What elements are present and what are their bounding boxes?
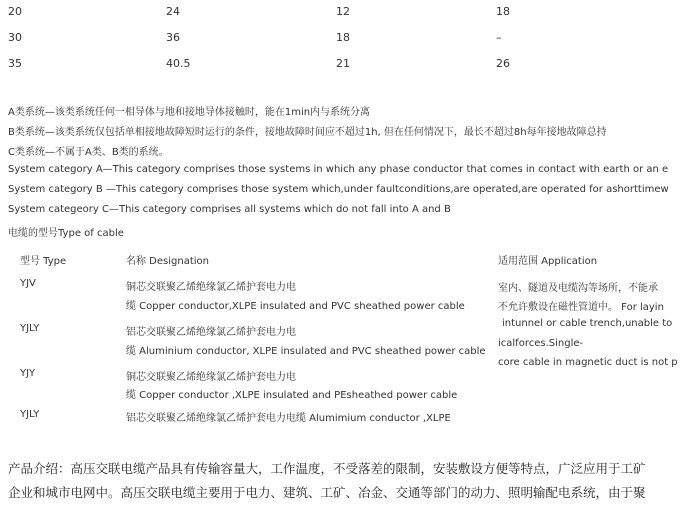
table-cell: 18 bbox=[496, 5, 510, 18]
type-cell: YJLY bbox=[20, 323, 40, 334]
type-cell: YJY bbox=[20, 368, 36, 379]
designation-cn: 铜芯交联聚乙烯绝缘氯乙烯护套电力电 bbox=[126, 282, 296, 293]
intro-line: 产品介绍：高压交联电缆产品具有传输容量大，工作温度，不受落差的限制，安装敷设方便等特点，广泛应用于工矿 bbox=[8, 461, 646, 476]
application-line: intunnel or cable trench,unable to bbox=[502, 318, 673, 329]
type-cell: YJV bbox=[20, 278, 36, 289]
application-line: core cable in magnetic duct is not p bbox=[498, 357, 678, 368]
table-cell: 21 bbox=[336, 57, 350, 70]
type-column-header: 型号 Type bbox=[20, 256, 67, 267]
category-a-en: System category A—This category comprises those systems in which any phase conductor that comes in contact with earth or an e bbox=[8, 164, 669, 175]
table-cell: 26 bbox=[496, 57, 510, 70]
designation-en: 缆 Copper conductor,XLPE insulated and PVC sheathed power cable bbox=[126, 301, 465, 312]
designation-cn: 铝芯交联聚乙烯绝缘氯乙烯护套电力电缆 Alumimium conductor ,XLPE bbox=[126, 413, 451, 424]
table-cell: 24 bbox=[166, 5, 180, 18]
application-line: icalforces.Single- bbox=[498, 338, 584, 349]
table-cell: – bbox=[496, 31, 502, 44]
application-column-header: 适用范围 Application bbox=[498, 256, 598, 267]
table-cell: 18 bbox=[336, 31, 350, 44]
designation-cn: 铜芯交联聚乙烯绝缘氯乙烯护套电力电 bbox=[126, 372, 296, 383]
application-line: 室内、隧道及电缆沟等场所，不能承 bbox=[498, 283, 658, 294]
table-cell: 12 bbox=[336, 5, 350, 18]
category-b-en: System category B —This category comprises those system which,under faultconditions,are operated,are operated for ashorttimew bbox=[8, 184, 669, 195]
application-line: 不允许敷设在磁性管道中。 For layin bbox=[498, 302, 664, 313]
table-cell: 30 bbox=[8, 31, 22, 44]
intro-line: 企业和城市电网中。高压交联电缆主要用于电力、建筑、工矿、冶金、交通等部门的动力、照明输配电系统，由于聚 bbox=[8, 485, 646, 500]
table-cell: 40.5 bbox=[166, 57, 191, 70]
designation-en: 缆 Copper conductor ,XLPE insulated and PEsheathed power cable bbox=[126, 390, 458, 401]
cable-type-heading: 电缆的型号Type of cable bbox=[8, 228, 124, 239]
table-cell: 36 bbox=[166, 31, 180, 44]
category-c-cn: C类系统—不属于A类、B类的系统。 bbox=[8, 147, 169, 158]
designation-column-header: 名称 Designation bbox=[126, 256, 209, 267]
type-cell: YJLY bbox=[20, 409, 40, 420]
category-a-cn: A类系统—该类系统任何一相导体与地和接地导体接触时，能在1min内与系统分离 bbox=[8, 107, 371, 118]
designation-cn: 铝芯交联聚乙烯绝缘氯乙烯护套电力电 bbox=[126, 327, 296, 338]
table-cell: 20 bbox=[8, 5, 22, 18]
category-c-en: System categeory C—This category comprises all systems which do not fall into A and B bbox=[8, 204, 451, 215]
category-b-cn: B类系统—该类系统仅包括单相接地故障短时运行的条件，接地故障时间应不超过1h, 但在任何情况下，最长不超过8h每年接地故障总持 bbox=[8, 127, 607, 138]
designation-en: 缆 Aluminium conductor, XLPE insulated and PVC sheathed power cable bbox=[126, 346, 486, 357]
table-cell: 35 bbox=[8, 57, 22, 70]
